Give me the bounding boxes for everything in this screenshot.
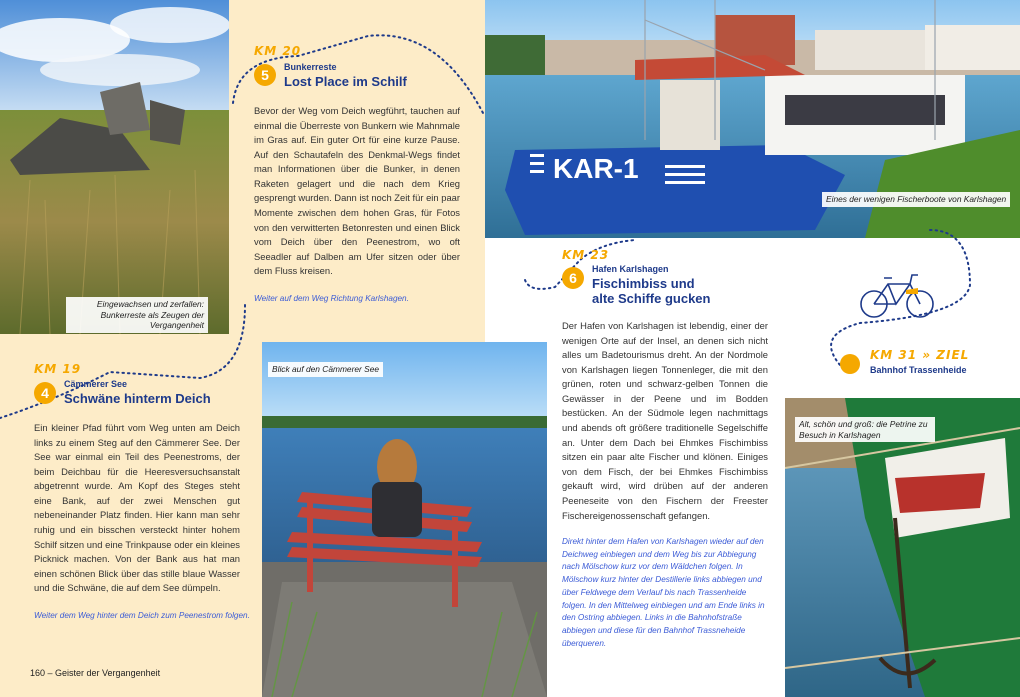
section-number-5: 5 — [254, 64, 276, 86]
ziel-label: Bahnhof Trassenheide — [870, 365, 967, 375]
section-6-kicker: Hafen Karlshagen — [592, 264, 669, 274]
section-number-4: 4 — [34, 382, 56, 404]
km-marker-20: KM 20 — [254, 44, 302, 58]
boat-hull-label: KAR-1 — [553, 153, 639, 184]
page-footer: 160 – Geister der Vergangenheit — [30, 668, 161, 678]
ship-photo — [785, 398, 1020, 697]
section-4-heading: Schwäne hinterm Deich — [64, 391, 211, 406]
bunker-caption: Eingewachsen und zerfallen: Bunkerreste als Zeugen der Vergangenheit — [66, 297, 208, 333]
bicycle-icon — [858, 268, 936, 322]
section-4-body: Ein kleiner Pfad führt vom Weg unten am Deich links zu einem Steg auf den Cämmerer See. Der See war einmal ein Teil des Peenestroms, der beim Deichbau für die Heeresversuchsanstalt abgetrennt wurde. Am Kopf des Steges steht eine Bank, auf der zwei Menschen gut nebeneinander Platz finden. Hier kann man sehr ruhig und ein bisschen versteckt hinter hohem Schilf sitzen und eine Trinkpause oder ein kleines Picknick machen. Von der Bank aus hat man einen schönen Blick über das stille blaue Wasser und die Schwäne, die auf dem See dümpeln. — [34, 422, 240, 594]
section-6-body: Der Hafen von Karlshagen ist lebendig, einer der wenigen Orte auf der Insel, an denen sich nicht alles um Badetourismus dreht. An der Nordmole von Karlshagen liegen Tonnenleger, die mit den grünen, roten und schwarz-gelben Tonnen die Gewässer in der Peene und im Bodden bestücken. An der Südmole legen nachmittags und abends oft größere traditionelle Segelschiffe an. Unter dem Dach bei Ehmkes Fischimbiss sitzen ein paar alte Fischer und klönen. Einiges von dem Fisch, der bei Ehmkes Fischimbiss gekauft wird, wird drüben auf der anderen Peeneseite von den Fischern der Freester Fischereigenossenschaft gefangen. — [562, 320, 768, 521]
bunker-photo — [0, 0, 229, 334]
section-6-note: Direkt hinter dem Hafen von Karlshagen wieder auf den Deichweg einbiegen und dem Weg bis zur Abbiegung nach Mölschow kurz vor dem Wäldchen folgen. In Mölschow kurz hinter der Destillerie links abbiegen und über Feldwege dem Verlauf bis nach Trassenheide folgen. In den Mittelweg einbiegen und am Ende links in den Ostring abbiegen. Links in die Bahnhofstraße abbiegen und diese für den Bahnhof Trassneheide überqueren. — [562, 537, 765, 648]
km-marker-23: KM 23 — [562, 248, 610, 262]
km-marker-31-ziel: KM 31 » ZIEL — [870, 348, 970, 362]
section-4-note: Weiter dem Weg hinter dem Deich zum Peenestrom folgen. — [34, 611, 250, 620]
lake-caption: Blick auf den Cämmerer See — [268, 362, 383, 377]
km-marker-19: KM 19 — [34, 362, 82, 376]
section-5-heading: Lost Place im Schilf — [284, 74, 407, 89]
section-5-kicker: Bunkerreste — [284, 62, 337, 72]
section-5-note: Weiter auf dem Weg Richtung Karlshagen. — [254, 294, 409, 303]
ship-caption: Alt, schön und groß: die Petrine zu Besuch in Karlshagen — [795, 417, 935, 442]
section-number-6: 6 — [562, 267, 584, 289]
section-5-body: Bevor der Weg vom Deich wegführt, tauchen auf einmal die Überreste von Bunkern wie Mahnmale im Gras auf. Ein guter Ort für eine kurze Pause. Auf den Schautafeln des Denkmal-Wegs findet man Informationen über die Bunker, in denen Raketen gelagert und die nach dem Krieg gesprengt wurden. Dann ist noch Zeit für ein paar Momente zwischen dem hohen Gras, für Fotos von den verwitterten Betonresten und einen Blick vom Deich über den Peenestrom, wo oft Seeadler auf Dalben am Ufer sitzen oder über dem Fluss kreisen. — [254, 105, 460, 277]
boat-caption: Eines der wenigen Fischerboote von Karlshagen — [822, 192, 1010, 207]
ziel-marker-dot — [840, 354, 860, 374]
lake-photo — [262, 342, 547, 697]
boat-photo — [485, 0, 1020, 238]
section-4-kicker: Cämmerer See — [64, 379, 128, 389]
section-6-heading-line-2: alte Schiffe gucken — [592, 291, 711, 306]
section-6-heading-line-1: Fischimbiss und — [592, 276, 695, 291]
